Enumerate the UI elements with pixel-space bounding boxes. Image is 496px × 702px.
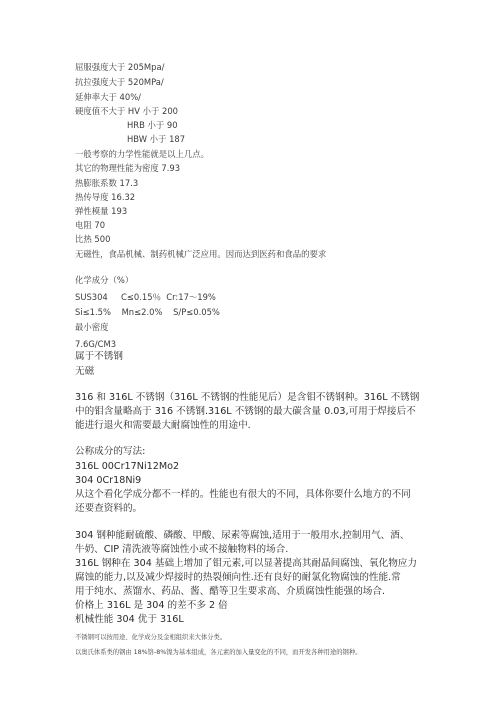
text-line: 热传导度 16.32 — [75, 192, 136, 202]
text-line: 抗拉强度大于 520MPa/ — [75, 77, 164, 87]
text-line: HRB 小于 90 — [127, 120, 178, 130]
text-line: 化学成分（%） — [75, 275, 134, 285]
text-line: 7.6G/CM3 — [75, 339, 117, 349]
text-line: 牛奶、CIP 清洗液等腐蚀性小或不接触物料的场合. — [75, 544, 289, 555]
text-line: 中的钼含量略高于 316 不锈钢.316L 不锈钢的最大碳含量 0.03,可用于焊接后不 — [75, 406, 416, 417]
text-line: 价格上 316L 是 304 的差不多 2 倍 — [75, 600, 228, 611]
text-line: 延伸率大于 40%/ — [75, 92, 141, 102]
text-line: 316L 00Cr17Ni12Mo2 — [75, 461, 180, 472]
text-line: 属于不锈钢 — [75, 351, 123, 362]
text-line: 其它的物理性能为密度 7.93 — [75, 163, 181, 173]
text-line: 最小密度 — [75, 322, 109, 332]
text-line: Si≤1.5% Mn≤2.0% S/P≤0.05% — [75, 307, 220, 317]
text-line: 无磁性，食品机械、制药机械广泛应用。因而达到医药和食品的要求 — [75, 249, 327, 259]
text-line: 从这个看化学成分都不一样的。性能也有很大的不同，具体你要什么地方的不同 — [75, 489, 411, 500]
text-line: 316 和 316L 不锈钢（316L 不锈钢的性能见后）是含钼不锈钢种。316L 不锈钢 — [75, 392, 420, 403]
text-line: 腐蚀的能力,以及减少焊接时的热裂倾向性.还有良好的耐氯化物腐蚀的性能.常 — [75, 572, 401, 583]
text-line: 304 0Cr18Ni9 — [75, 475, 142, 486]
text-line: 316L 钢种在 304 基础上增加了钼元素,可以显著提高其耐晶间腐蚀、氧化物应力 — [75, 558, 417, 569]
text-line: 热膨胀系数 17.3 — [75, 178, 139, 188]
text-line: 能进行退火和需要最大耐腐蚀性的用途中. — [75, 420, 251, 431]
text-line: 一般考察的力学性能就是以上几点。 — [75, 149, 209, 159]
text-line: 弹性模量 193 — [75, 206, 128, 216]
footer-note: 不锈钢可以按用途、化学成分及金相组织来大体分类。 — [75, 634, 227, 641]
text-line: HBW 小于 187 — [127, 134, 186, 144]
text-line: 比热 500 — [75, 234, 111, 244]
text-line: 无磁 — [75, 366, 95, 377]
text-line: 公称成分的写法: — [75, 446, 146, 457]
text-line: SUS304 C≤0.15％ Cr:17～19% — [75, 292, 216, 302]
text-line: 机械性能 304 优于 316L — [75, 614, 184, 625]
text-line: 用于纯水、蒸馏水、药品、酱、醋等卫生要求高、介质腐蚀性能强的场合. — [75, 586, 386, 597]
text-line: 电阻 70 — [75, 220, 106, 230]
text-line: 屈服强度大于 205Mpa/ — [75, 62, 165, 72]
text-line: 304 钢种能耐硫酸、磷酸、甲酸、尿素等腐蚀,适用于一般用水,控制用气、酒、 — [75, 530, 410, 541]
footer-note: 以奥氏体系类的钢由 18%铬-8%镍为基本组成，各元素的加入量变化的不同，而开发各种用途的钢种。 — [75, 649, 362, 656]
text-line: 硬度值不大于 HV 小于 200 — [75, 106, 178, 116]
text-line: 还要查资料的。 — [75, 503, 143, 514]
